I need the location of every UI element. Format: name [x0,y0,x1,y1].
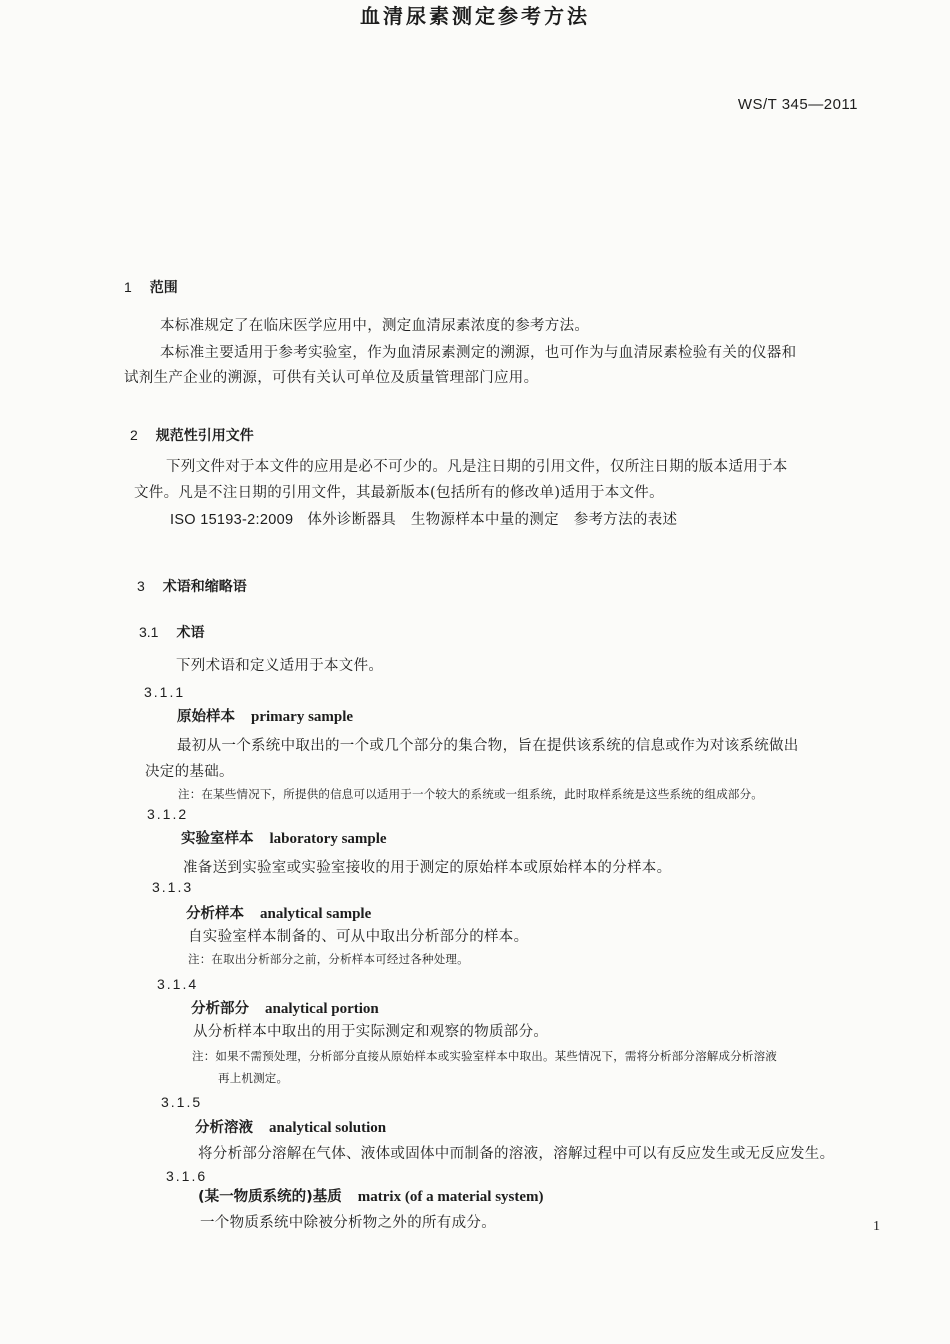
term-zh: (某一物质系统的)基质 [198,1189,342,1205]
term-heading [177,705,353,726]
term-zh: 分析样本 [186,906,244,922]
reference-code: ISO 15193-2:2009 [170,512,294,528]
term-number: 3.1.3 [152,879,194,895]
term-heading [198,1185,544,1206]
section-3-heading [137,576,247,596]
term-number: 3.1.5 [161,1094,203,1110]
term-definition: 准备送到实验室或实验室接收的用于测定的原始样本或原始样本的分样本。 [183,860,672,876]
term-note: 注：如果不需预处理，分析部分直接从原始样本或实验室样本中取出。某些情况下，需将分析部分溶解成分析溶液 [192,1049,777,1063]
term-number: 3.1.6 [166,1168,208,1184]
term-zh: 分析溶液 [195,1120,253,1136]
paragraph: 本标准规定了在临床医学应用中，测定血清尿素浓度的参考方法。 [160,318,590,334]
term-note: 注：在某些情况下，所提供的信息可以适用于一个较大的系统或一组系统，此时取样系统是这些系统的组成部分。 [178,787,763,801]
standard-code: WS/T 345—2011 [737,96,858,113]
term-heading [181,827,387,848]
document-title: 血清尿素测定参考方法 [360,4,590,28]
term-zh: 实验室样本 [181,831,254,847]
term-note: 注：在取出分析部分之前，分析样本可经过各种处理。 [188,952,469,966]
term-heading [195,1116,386,1137]
section-1-heading [124,277,178,297]
subsection-title: 术语 [176,625,205,641]
term-definition: 从分析样本中取出的用于实际测定和观察的物质部分。 [193,1024,549,1040]
term-en: analytical sample [260,906,372,922]
term-heading [191,997,379,1018]
paragraph: 下列文件对于本文件的应用是必不可少的。凡是注日期的引用文件，仅所注日期的版本适用于本 [166,459,788,475]
section-number: 1 [124,279,132,295]
term-number: 3.1.2 [147,806,189,822]
term-en: analytical solution [269,1120,387,1136]
term-zh: 原始样本 [177,709,235,725]
reference-title: 体外诊断器具 生物源样本中量的测定 参考方法的表述 [307,512,678,528]
paragraph-continuation: 文件。凡是不注日期的引用文件，其最新版本(包括所有的修改单)适用于本文件。 [134,485,664,501]
term-definition: 一个物质系统中除被分析物之外的所有成分。 [200,1215,496,1231]
term-heading [186,902,371,923]
page-number: 1 [873,1219,880,1234]
term-definition: 将分析部分溶解在气体、液体或固体中而制备的溶液，溶解过程中可以有反应发生或无反应发生。 [198,1146,835,1162]
section-2-heading [130,425,254,445]
section-number: 2 [130,427,138,443]
term-en: matrix (of a material system) [357,1189,544,1205]
section-title: 规范性引用文件 [155,428,254,444]
section-title: 范围 [149,280,178,296]
normative-reference [170,508,677,529]
subsection-number: 3.1 [139,624,159,640]
term-definition-continuation: 决定的基础。 [145,764,234,780]
term-note-continuation: 再上机测定。 [218,1071,289,1085]
section-number: 3 [137,578,145,594]
paragraph: 本标准主要适用于参考实验室，作为血清尿素测定的溯源，也可作为与血清尿素检验有关的仪器和 [160,345,797,361]
term-number: 3.1.1 [144,684,186,700]
paragraph: 下列术语和定义适用于本文件。 [176,658,384,674]
subsection-3-1-heading [139,622,204,642]
paragraph-continuation: 试剂生产企业的溯源，可供有关认可单位及质量管理部门应用。 [124,370,539,386]
term-definition: 最初从一个系统中取出的一个或几个部分的集合物，旨在提供该系统的信息或作为对该系统做出 [177,738,799,754]
term-definition: 自实验室样本制备的、可从中取出分析部分的样本。 [188,929,529,945]
term-en: primary sample [251,709,354,725]
term-zh: 分析部分 [191,1001,249,1017]
term-en: laboratory sample [269,831,387,847]
term-en: analytical portion [265,1001,379,1017]
section-title: 术语和缩略语 [162,579,247,595]
term-number: 3.1.4 [157,976,199,992]
